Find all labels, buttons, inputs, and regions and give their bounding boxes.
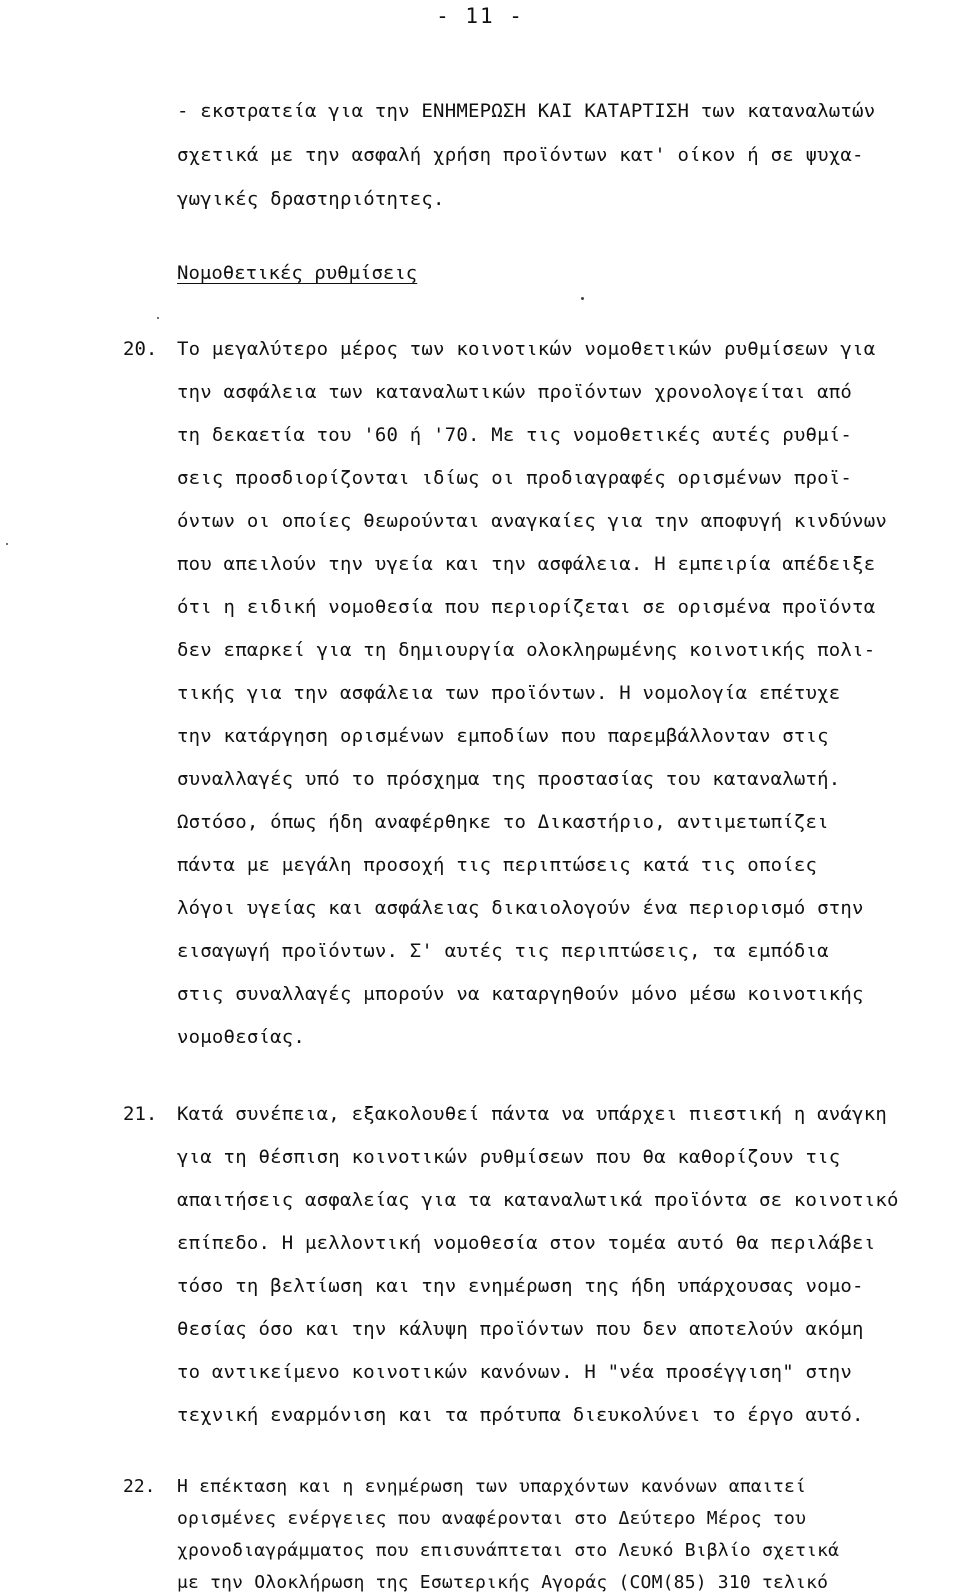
paragraph-line: στις συναλλαγές μπορούν να καταργηθούν μόνο μέσω κοινοτικής xyxy=(177,983,864,1005)
paragraph-line: το αντικείμενο κοινοτικών κανόνων. Η "νέα προσέγγιση" στην xyxy=(177,1361,853,1383)
paragraph-line: για τη θέσπιση κοινοτικών ρυθμίσεων που θα καθορίζουν τις xyxy=(177,1146,841,1168)
paragraph-number: 21. xyxy=(123,1103,158,1125)
paragraph-line: Ωστόσο, όπως ήδη αναφέρθηκε το Δικαστήριο, αντιμετωπίζει xyxy=(177,811,829,833)
paragraph-line: τη δεκαετία του '60 ή '70. Με τις νομοθετικές αυτές ρυθμί- xyxy=(177,424,853,446)
paragraph-line: συναλλαγές υπό το πρόσχημα της προστασίας του καταναλωτή. xyxy=(177,768,841,790)
paragraph-line: Το μεγαλύτερο μέρος των κοινοτικών νομοθετικών ρυθμίσεων για xyxy=(177,338,876,360)
paragraph-line: τεχνική εναρμόνιση και τα πρότυπα διευκολύνει το έργο αυτό. xyxy=(177,1404,864,1426)
paragraph-line: χρονοδιαγράμματος που επισυνάπτεται στο Λευκό Βιβλίο σχετικά xyxy=(177,1540,840,1561)
intro-line: - εκστρατεία για την ΕΝΗΜΕΡΩΣΗ ΚΑΙ ΚΑΤΑΡΤΙΣΗ των καταναλωτών xyxy=(177,100,876,122)
paragraph-line: την κατάργηση ορισμένων εμποδίων που παρεμβάλλονταν στις xyxy=(177,725,829,747)
scan-speck xyxy=(6,543,8,545)
paragraph-line: που απειλούν την υγεία και την ασφάλεια. Η εμπειρία απέδειξε xyxy=(177,553,876,575)
intro-line: σχετικά με την ασφαλή χρήση προϊόντων κατ' οίκον ή σε ψυχα- xyxy=(177,144,864,166)
page-number: - 11 - xyxy=(436,4,524,28)
paragraph-line: εισαγωγή προϊόντων. Σ' αυτές τις περιπτώσεις, τα εμπόδια xyxy=(177,940,829,962)
paragraph-line: ορισμένες ενέργειες που αναφέρονται στο Δεύτερο Μέρος του xyxy=(177,1508,807,1529)
paragraph-number: 22. xyxy=(123,1476,156,1497)
paragraph-line: τόσο τη βελτίωση και την ενημέρωση της ήδη υπάρχουσας νομο- xyxy=(177,1275,864,1297)
paragraph-line: επίπεδο. Η μελλοντική νομοθεσία στον τομέα αυτό θα περιλάβει xyxy=(177,1232,876,1254)
paragraph-line: νομοθεσίας. xyxy=(177,1026,306,1048)
scan-speck xyxy=(157,317,159,319)
paragraph-number: 20. xyxy=(123,338,158,360)
paragraph-line: Κατά συνέπεια, εξακολουθεί πάντα να υπάρχει πιεστική η ανάγκη xyxy=(177,1103,887,1125)
paragraph-line: απαιτήσεις ασφαλείας για τα καταναλωτικά προϊόντα σε κοινοτικό xyxy=(177,1189,899,1211)
paragraph-line: Η επέκταση και η ενημέρωση των υπαρχόντων κανόνων απαιτεί xyxy=(177,1476,807,1497)
paragraph-line: την ασφάλεια των καταναλωτικών προϊόντων χρονολογείται από xyxy=(177,381,853,403)
paragraph-line: τικής για την ασφάλεια των προϊόντων. Η νομολογία επέτυχε xyxy=(177,682,841,704)
paragraph-line: δεν επαρκεί για τη δημιουργία ολοκληρωμένης κοινοτικής πολι- xyxy=(177,639,876,661)
scan-speck xyxy=(581,297,584,300)
section-heading: Νομοθετικές ρυθμίσεις xyxy=(177,262,418,284)
intro-line: γωγικές δραστηριότητες. xyxy=(177,188,445,210)
paragraph-line: όντων οι οποίες θεωρούνται αναγκαίες για την αποφυγή κινδύνων xyxy=(177,510,887,532)
paragraph-line: ότι η ειδική νομοθεσία που περιορίζεται σε ορισμένα προϊόντα xyxy=(177,596,876,618)
paragraph-line: πάντα με μεγάλη προσοχή τις περιπτώσεις κατά τις οποίες xyxy=(177,854,818,876)
paragraph-line: με την Ολοκλήρωση της Εσωτερικής Αγοράς (COM(85) 310 τελικό xyxy=(177,1572,829,1593)
paragraph-line: σεις προσδιορίζονται ιδίως οι προδιαγραφές ορισμένων προϊ- xyxy=(177,467,853,489)
paragraph-line: λόγοι υγείας και ασφάλειας δικαιολογούν ένα περιορισμό στην xyxy=(177,897,864,919)
paragraph-line: θεσίας όσο και την κάλυψη προϊόντων που δεν αποτελούν ακόμη xyxy=(177,1318,864,1340)
